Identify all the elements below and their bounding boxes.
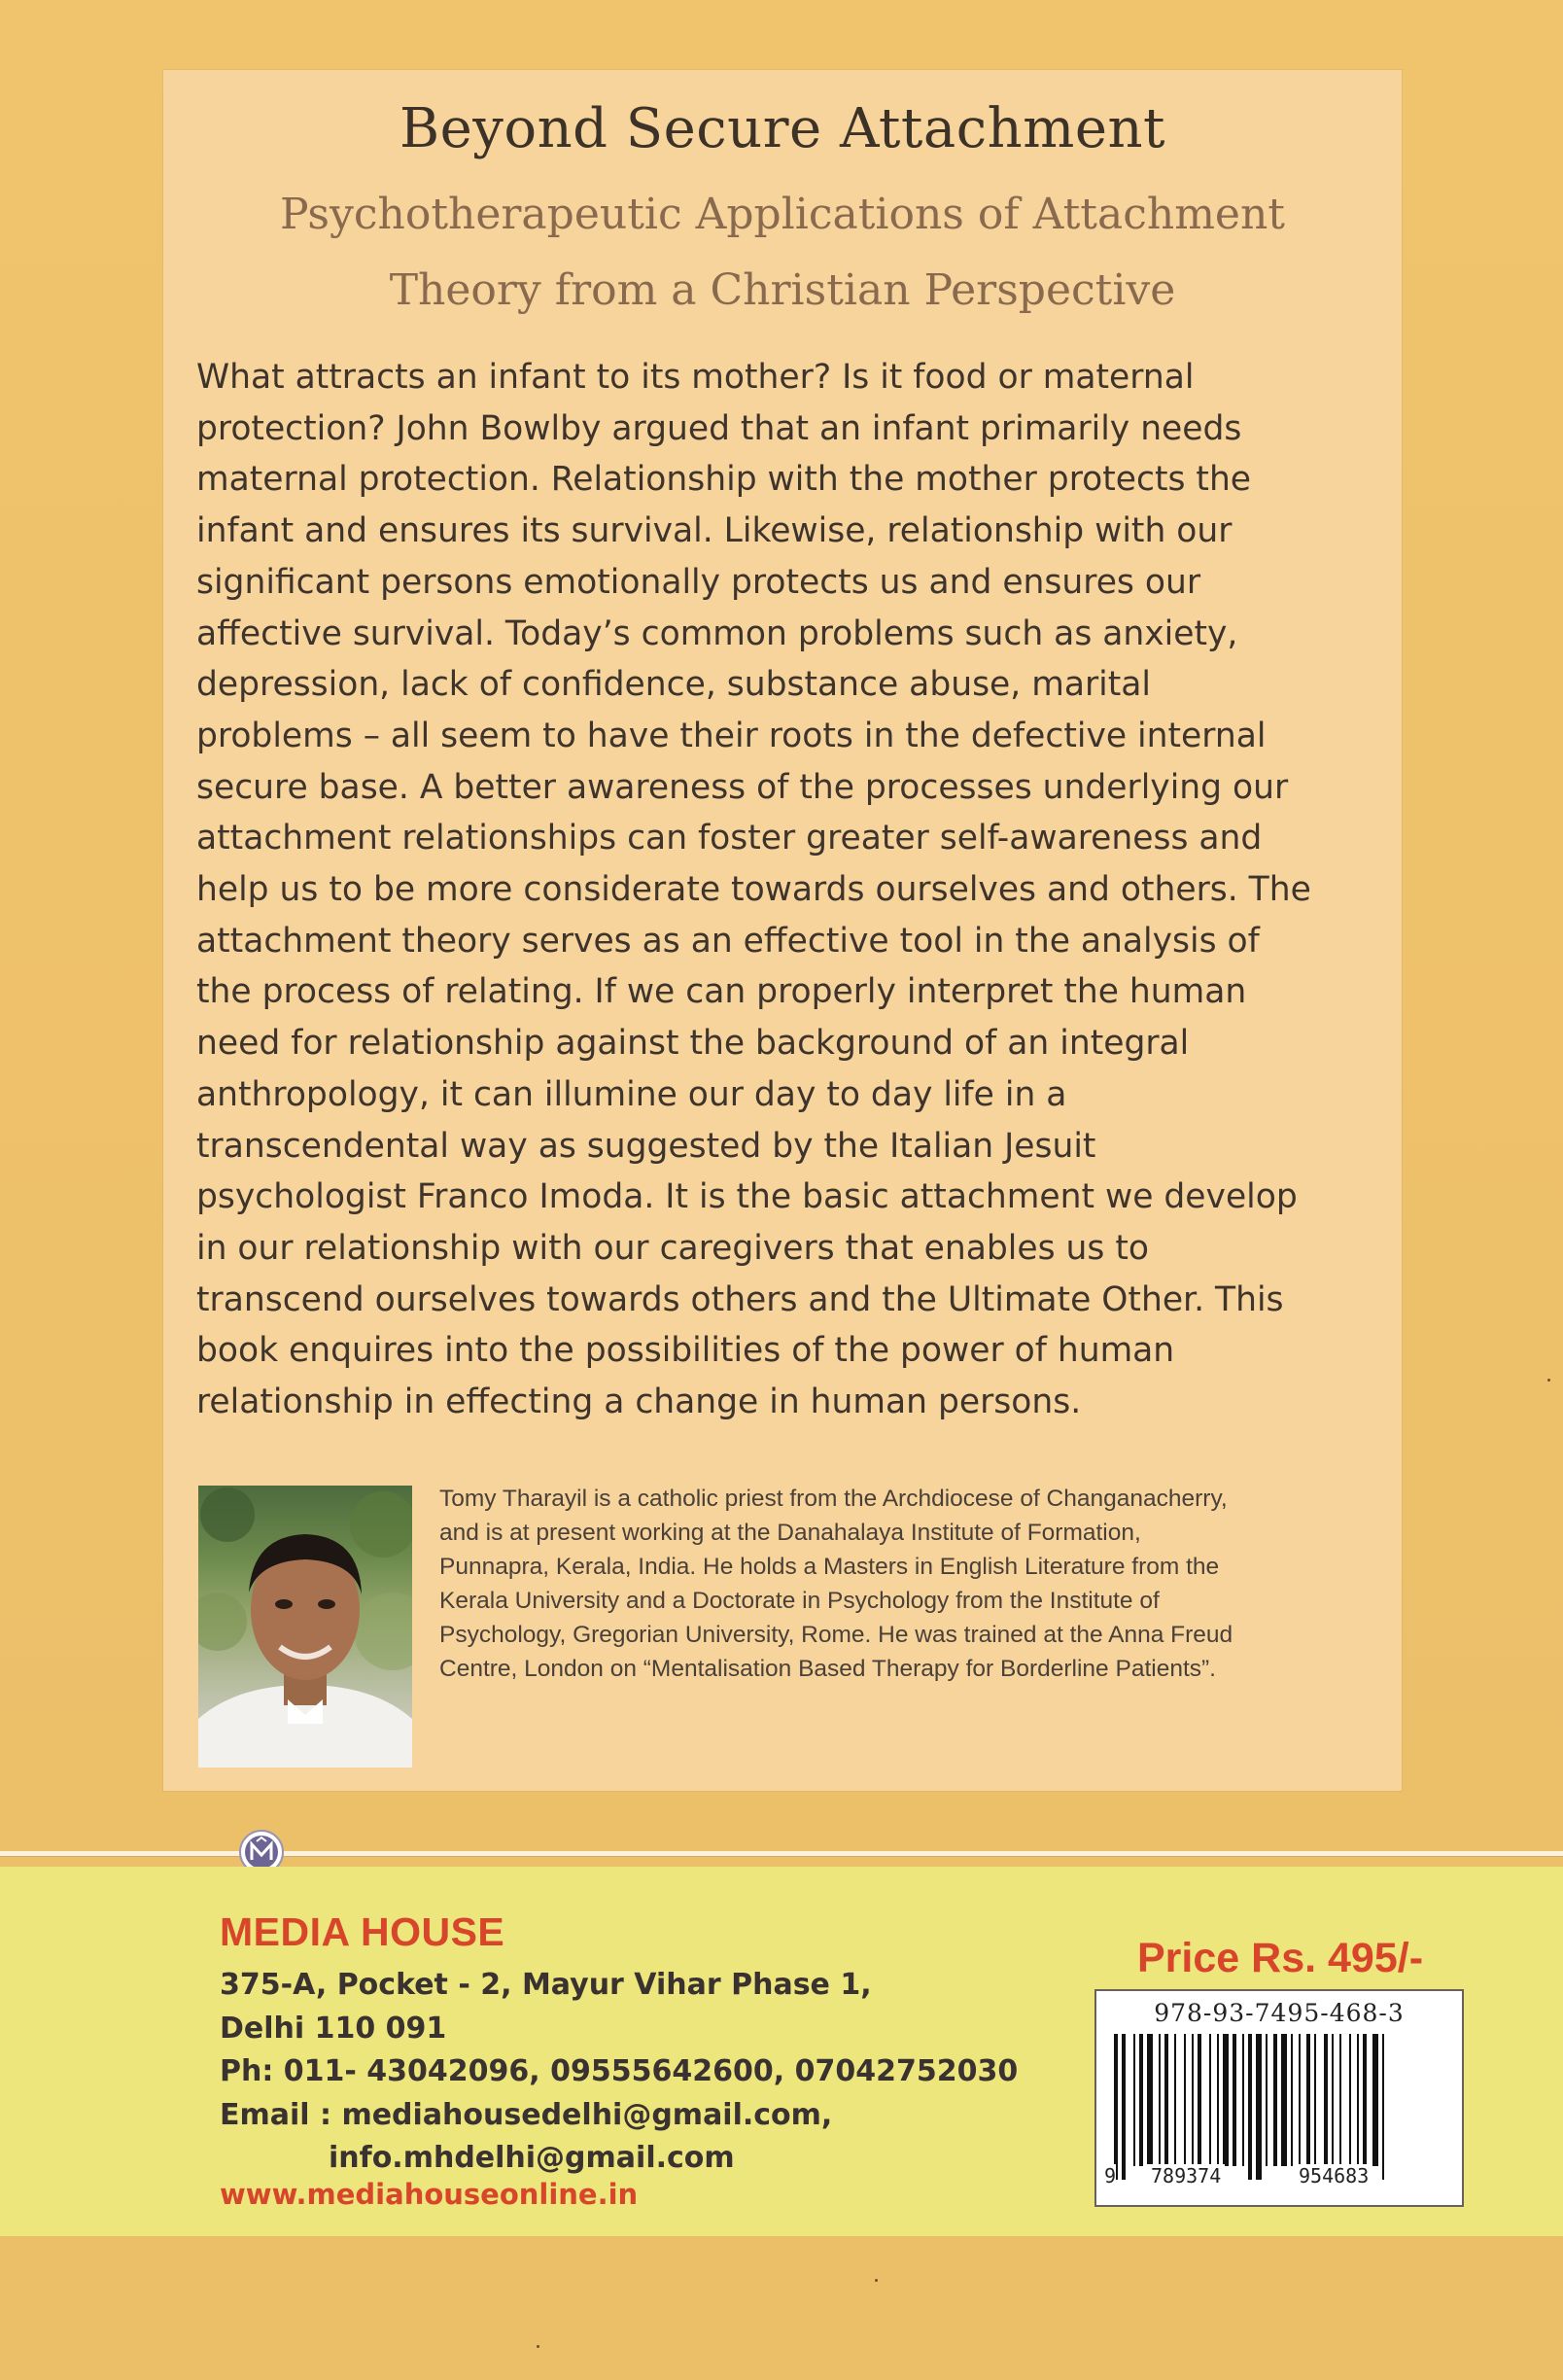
blurb-line: protection? John Bowlby argued that an infant primarily needs (196, 408, 1242, 448)
blurb-line: book enquires into the possibilities of the power of human (196, 1331, 1175, 1371)
blurb-line: relationship in effecting a change in human persons. (196, 1382, 1082, 1422)
blurb-line: problems – all seem to have their roots in the defective internal (196, 716, 1267, 755)
bio-line: Centre, London on “Mentalisation Based Therapy for Borderline Patients”. (439, 1656, 1216, 1682)
barcode-bar (1339, 2034, 1341, 2166)
bio-line: Punnapra, Kerala, India. He holds a Masters in English Literature from the (439, 1554, 1220, 1580)
barcode-bar (1139, 2034, 1143, 2166)
subtitle-line: Theory from a Christian Perspective (389, 265, 1176, 315)
barcode-bar (1357, 2034, 1359, 2166)
barcode-bar (1133, 2034, 1135, 2166)
barcode-bar (1332, 2034, 1334, 2166)
barcode-bar (1382, 2034, 1384, 2180)
blurb-line: transcend ourselves towards others and the Ultimate Other. This (196, 1279, 1284, 1319)
blurb-line: the process of relating. If we can properly interpret the human (196, 972, 1247, 1012)
barcode-bar (1281, 2034, 1287, 2166)
barcode-bar (1363, 2034, 1367, 2166)
author-photo (198, 1486, 412, 1768)
publisher-phone: Ph: 011- 43042096, 09555642600, 07042752030 (220, 2054, 1019, 2088)
blurb-line: affective survival. Today’s common problems such as anxiety, (196, 613, 1238, 653)
print-speck (1547, 1379, 1550, 1382)
barcode (1094, 1989, 1464, 2207)
barcode-bar (1223, 2034, 1229, 2166)
barcode-bar (1248, 2034, 1252, 2180)
publisher-email-alt: info.mhdelhi@gmail.com (329, 2141, 735, 2175)
barcode-bar (1164, 2034, 1168, 2166)
bio-line: Psychology, Gregorian University, Rome. He was trained at the Anna Freud (439, 1622, 1233, 1648)
barcode-bar (1159, 2034, 1161, 2166)
barcode-bar (1184, 2034, 1186, 2166)
author-bio (439, 1482, 1334, 1686)
barcode-digit-first: 9 (1104, 2164, 1117, 2188)
subtitle-line: Psychotherapeutic Applications of Attachment (280, 190, 1285, 239)
book-title: Beyond Secure Attachment (399, 97, 1166, 160)
barcode-bar (1291, 2034, 1293, 2166)
bio-line: Kerala University and a Doctorate in Psychology from the Institute of (439, 1588, 1160, 1614)
barcode-bar (1273, 2034, 1277, 2166)
publisher-contact (220, 1964, 1018, 2181)
blurb-line: maternal protection. Relationship with the mother protects the (196, 460, 1252, 500)
blurb-line: depression, lack of confidence, substance abuse, marital (196, 665, 1151, 705)
barcode-bar (1192, 2034, 1194, 2166)
barcode-bar (1372, 2034, 1378, 2166)
barcode-bar (1122, 2034, 1126, 2180)
blurb-line: attachment theory serves as an effective tool in the analysis of (196, 921, 1260, 961)
blurb-text (196, 352, 1382, 1428)
barcode-digits-left: 789374 (1147, 2164, 1225, 2188)
divider-line (0, 1851, 1563, 1856)
publisher-address: 375-A, Pocket - 2, Mayur Vihar Phase 1, (220, 1968, 872, 2002)
blurb-line: transcendental way as suggested by the Italian Jesuit (196, 1126, 1096, 1166)
barcode-bar (1217, 2034, 1219, 2166)
barcode-bar (1299, 2034, 1301, 2166)
blurb-line: attachment relationships can foster greater self-awareness and (196, 819, 1263, 858)
barcode-bar (1233, 2034, 1236, 2166)
blurb-line: secure base. A better awareness of the processes underlying our (196, 767, 1289, 807)
barcode-bar (1314, 2034, 1316, 2166)
blurb-line: anthropology, it can illumine our day to day life in a (196, 1074, 1067, 1114)
barcode-digits-right: 954683 (1295, 2164, 1372, 2188)
barcode-bar (1306, 2034, 1310, 2166)
price-label: Price Rs. 495/- (1137, 1935, 1424, 1981)
barcode-bar (1256, 2034, 1262, 2180)
bio-line: and is at present working at the Danahalaya Institute of Formation, (439, 1520, 1141, 1546)
barcode-bar (1349, 2034, 1351, 2166)
book-subtitle (163, 177, 1402, 329)
isbn-number: 978-93-7495-468-3 (1154, 1999, 1405, 2027)
barcode-bar (1209, 2034, 1211, 2166)
publisher-city: Delhi 110 091 (220, 2011, 447, 2046)
print-speck (537, 2345, 539, 2348)
barcode-bar (1324, 2034, 1328, 2166)
bio-line: Tomy Tharayil is a catholic priest from the Archdiocese of Changanacherry, (439, 1486, 1228, 1512)
barcode-bar (1266, 2034, 1268, 2166)
barcode-bar (1147, 2034, 1153, 2166)
barcode-bar (1242, 2034, 1244, 2166)
barcode-bar (1198, 2034, 1201, 2166)
barcode-bars (1110, 2034, 1450, 2180)
blurb-line: infant and ensures its survival. Likewise, relationship with our (196, 511, 1233, 551)
publisher-email: Email : mediahousedelhi@gmail.com, (220, 2097, 833, 2132)
publisher-name: MEDIA HOUSE (220, 1909, 505, 1954)
publisher-website: www.mediahouseonline.in (220, 2178, 639, 2211)
blurb-line: need for relationship against the background of an integral (196, 1024, 1190, 1064)
blurb-line: What attracts an infant to its mother? Is it food or maternal (196, 358, 1195, 397)
blurb-line: significant persons emotionally protects us and ensures our (196, 562, 1201, 602)
blurb-line: in our relationship with our caregivers that enables us to (196, 1228, 1149, 1268)
print-speck (875, 2279, 878, 2282)
blurb-line: psychologist Franco Imoda. It is the basic attachment we develop (196, 1177, 1298, 1217)
barcode-bar (1174, 2034, 1176, 2166)
barcode-bar (1114, 2034, 1118, 2180)
blurb-line: help us to be more considerate towards ourselves and others. The (196, 870, 1311, 910)
